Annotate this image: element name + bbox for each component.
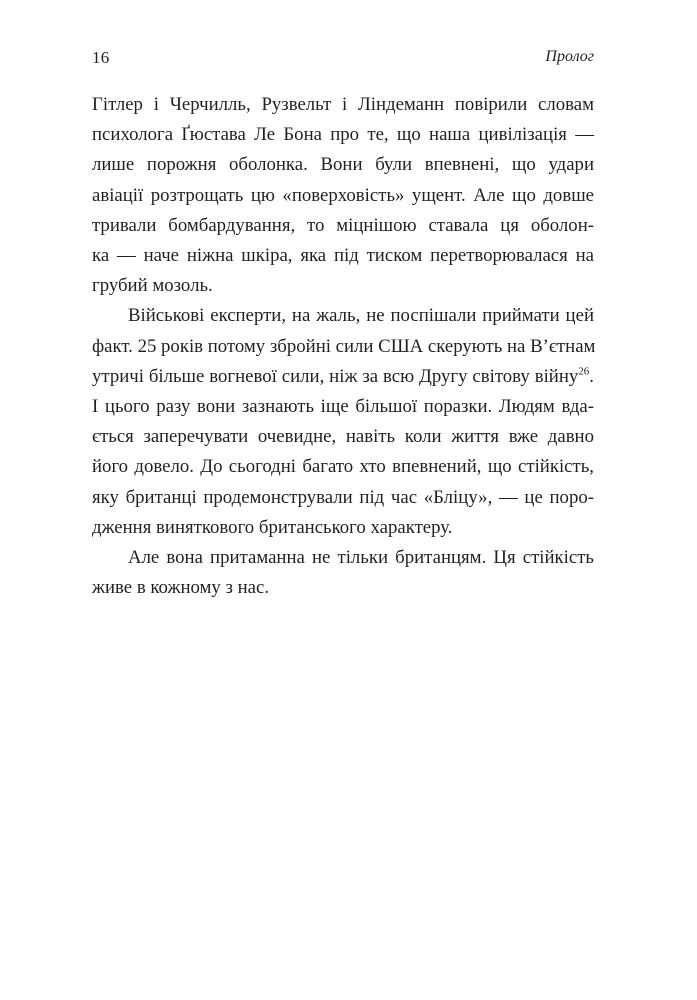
- text-line: яку британці продемонстрували під час «Бліцу», — це поро-: [92, 486, 594, 508]
- paragraph-1: [92, 90, 594, 301]
- text-segment-end: .: [589, 365, 594, 387]
- text-line: грубий мозоль.: [92, 275, 213, 297]
- text-line: авіації розтрощать цю «поверховість» ущент. Але що довше: [92, 184, 594, 206]
- text-line: ється заперечувати очевидне, навіть коли життя вже давно: [92, 426, 594, 448]
- paragraph-3: [92, 543, 594, 603]
- text-line: факт. 25 років потому збройні сили США скерують на В’єтнам: [92, 335, 596, 357]
- text-line: живе в кожному з нас.: [92, 577, 270, 599]
- text-line: Але вона притаманна не тільки британцям. Ця стійкість: [128, 547, 594, 569]
- text-line: Військові експерти, на жаль, не поспішали приймати цей: [128, 305, 594, 327]
- body-text: [92, 90, 594, 603]
- text-line: ка — наче ніжна шкіра, яка під тиском перетворювалася на: [92, 245, 594, 267]
- text-line: тривали бомбардування, то міцнішою ставала ця оболон-: [92, 214, 594, 236]
- running-head-chapter-title: Пролог: [545, 48, 594, 65]
- page-header: [92, 48, 594, 72]
- text-line: психолога Ґюстава Ле Бона про те, що наша цивілізація —: [92, 124, 594, 146]
- text-line: дження виняткового британського характеру.: [92, 516, 453, 538]
- text-line: лише порожня оболонка. Вони були впевнені, що удари: [92, 154, 594, 176]
- text-line: Гітлер і Черчилль, Рузвельт і Ліндеманн повірили словам: [92, 94, 594, 115]
- text-line-with-footnote: [92, 362, 594, 392]
- text-line: його довело. До сьогодні багато хто впевнений, що стійкість,: [92, 456, 594, 478]
- page-number: 16: [92, 48, 110, 67]
- paragraph-2: [92, 301, 594, 543]
- text-line: І цього разу вони зазнають іще більшої поразки. Людям вда-: [92, 396, 594, 418]
- footnote-reference: 26: [578, 365, 590, 378]
- text-segment: утричі більше вогневої сили, ніж за всю Другу світову війну: [92, 365, 579, 387]
